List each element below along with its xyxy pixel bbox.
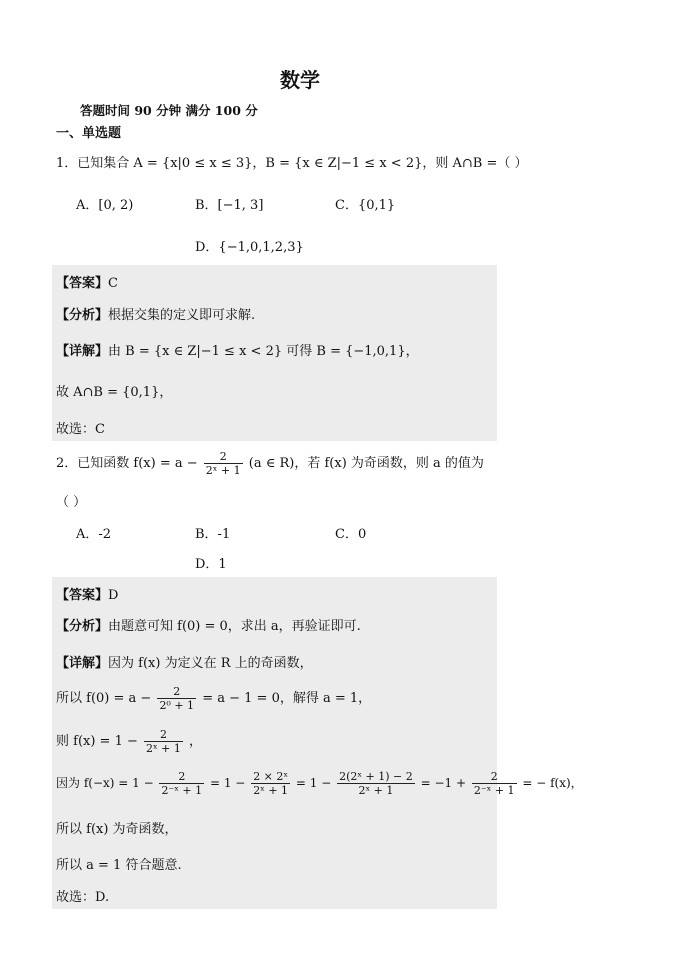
question-2-stem — [56, 450, 484, 477]
step-fraction — [251, 770, 290, 797]
q2-option-c: C．0 — [335, 527, 367, 542]
step-fraction — [472, 770, 517, 797]
q1-choice: 故选：C — [56, 422, 105, 437]
q1-option-a: A．[0, 2) — [76, 198, 134, 213]
fraction-denominator: 2ˣ + 1 — [205, 464, 241, 477]
fraction-numerator: 2 — [157, 685, 196, 699]
page-title: 数学 — [280, 68, 320, 92]
q2-detail: 因为 f(x) 为定义在 R 上的奇函数， — [108, 656, 313, 671]
detail-tag: 【详解】 — [56, 656, 109, 671]
step-text: = − f(x)， — [522, 776, 583, 790]
fraction-numerator: 2(2ˣ + 1) − 2 — [339, 770, 413, 783]
section-heading: 一、单选题 — [56, 126, 122, 141]
q1-answer: C — [108, 276, 118, 291]
fraction-denominator: 2⁻ˣ + 1 — [473, 784, 515, 797]
q2-analysis-line — [56, 615, 361, 634]
step-fraction — [337, 770, 415, 797]
q1-detail: 由 B = {x ∈ Z|−1 ≤ x < 2} 可得 B = {−1,0,1}， — [108, 344, 419, 359]
q1-option-c: C．{0,1} — [335, 198, 396, 213]
step-fraction — [144, 728, 183, 755]
q2-option-d: D．1 — [195, 557, 227, 572]
fraction-numerator: 2 — [159, 770, 204, 784]
q2-step-4: 所以 f(x) 为奇函数， — [56, 822, 178, 837]
q1-detail-line — [56, 340, 419, 359]
step-text: = −1 + — [420, 776, 467, 790]
q2-step-1 — [56, 685, 371, 712]
q1-step: 故 A∩B = {0,1}， — [56, 385, 173, 400]
fraction-denominator: 2ˣ + 1 — [358, 784, 394, 797]
q2-fraction — [204, 450, 243, 477]
fraction-numerator: 2 — [204, 450, 243, 464]
q1-option-d: D．{−1,0,1,2,3} — [195, 240, 304, 255]
step-text: = a − 1 = 0，解得 a = 1， — [202, 691, 372, 706]
q1-analysis: 根据交集的定义即可求解. — [108, 308, 256, 323]
fraction-numerator: 2 × 2ˣ — [253, 770, 289, 783]
q1-option-b: B．[−1, 3] — [195, 198, 264, 213]
q2-answer: D — [108, 588, 119, 603]
q1-analysis-line — [56, 304, 255, 323]
q2-step-3 — [56, 770, 583, 797]
step-text: = 1 − — [209, 776, 246, 790]
q2-detail-line — [56, 652, 313, 671]
q2-answer-line — [56, 584, 118, 603]
step-text: 所以 f(0) = a − — [56, 691, 152, 706]
q2-option-a: A．-2 — [76, 527, 112, 542]
fraction-denominator: 2⁰ + 1 — [159, 699, 195, 712]
q2-stem-part-a: 2．已知函数 f(x) = a − — [56, 456, 198, 471]
step-text: 则 f(x) = 1 − — [56, 734, 138, 749]
exam-info: 答题时间 90 分钟 满分 100 分 — [80, 103, 258, 118]
answer-tag: 【答案】 — [56, 276, 109, 291]
q2-step-2 — [56, 728, 202, 755]
fraction-denominator: 2ˣ + 1 — [146, 742, 181, 755]
fraction-numerator: 2 — [144, 728, 183, 742]
q2-step-5: 所以 a = 1 符合题意. — [56, 858, 182, 873]
detail-tag: 【详解】 — [56, 344, 109, 359]
step-text: = 1 − — [295, 776, 332, 790]
step-text: ， — [189, 734, 203, 749]
question-1-stem: 1．已知集合 A = {x|0 ≤ x ≤ 3}，B = {x ∈ Z|−1 ≤ x < 2}，则 A∩B =（ ） — [56, 156, 528, 171]
step-fraction — [157, 685, 196, 712]
q2-stem-bracket: （ ） — [56, 495, 87, 510]
answer-tag: 【答案】 — [56, 588, 109, 603]
q2-stem-part-b: (a ∈ R)，若 f(x) 为奇函数，则 a 的值为 — [248, 456, 484, 471]
analysis-tag: 【分析】 — [56, 619, 109, 634]
step-text: 因为 f(−x) = 1 − — [56, 776, 154, 790]
fraction-denominator: 2ˣ + 1 — [253, 784, 289, 797]
q2-choice: 故选：D. — [56, 890, 110, 905]
q1-answer-line — [56, 272, 118, 291]
step-fraction — [159, 770, 204, 797]
fraction-denominator: 2⁻ˣ + 1 — [161, 784, 203, 797]
q2-option-b: B．-1 — [195, 527, 231, 542]
q2-analysis: 由题意可知 f(0) = 0，求出 a，再验证即可. — [108, 619, 361, 634]
analysis-tag: 【分析】 — [56, 308, 109, 323]
fraction-numerator: 2 — [472, 770, 517, 784]
